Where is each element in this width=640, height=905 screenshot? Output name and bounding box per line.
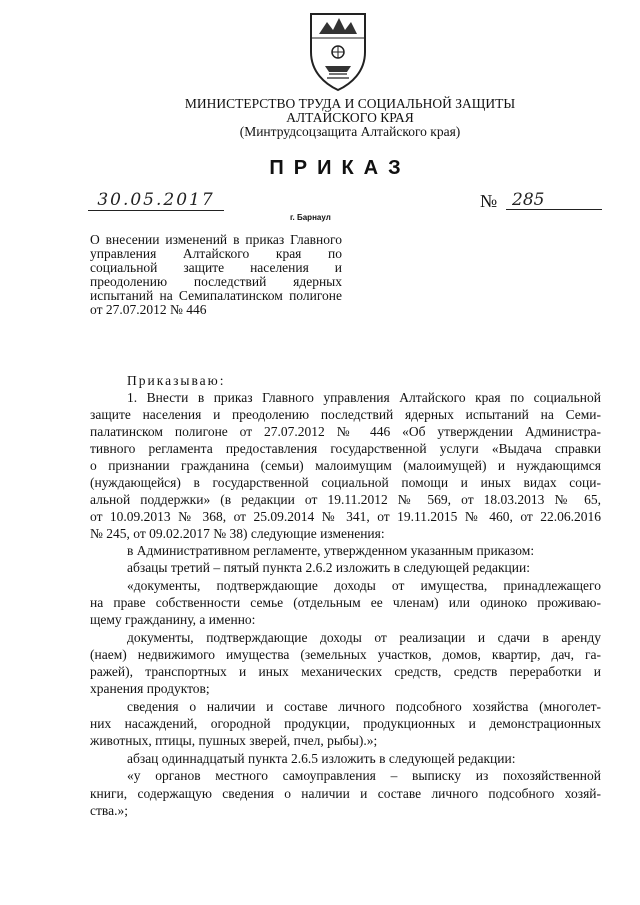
body-line: абзац одиннадцатый пункта 2.6.5 изложить в следующей редакции: [127, 751, 516, 766]
body-line: о признании гражданина (семьи) малоимущим (малоимущей) и нуждающимся [90, 458, 601, 473]
body-line: № 245, от 09.02.2017 № 38) следующие изменения: [90, 526, 385, 541]
body-line: ражей), транспортных и иных механических средств, средств переработки и [90, 664, 601, 679]
body-line: 1. Внести в приказ Главного управления Алтайского края по социальной [127, 390, 601, 405]
body-line: (наем) недвижимого имущества (земельных участков, домов, квартир, дач, га- [90, 647, 601, 662]
body-line: альной поддержки» (в редакции от 19.11.2012 № 569, от 18.03.2013 № 65, [90, 492, 601, 507]
body-line: ства.»; [90, 803, 128, 818]
order-number: 285 [506, 190, 602, 210]
body-line: документы, подтверждающие доходы от реализации и сдачи в аренду [127, 630, 601, 645]
body-line: щему гражданину, а именно: [90, 612, 256, 627]
body-line: от 10.09.2013 № 368, от 25.09.2014 № 341, от 19.11.2015 № 460, от 22.06.2016 [90, 509, 601, 524]
body-line: на праве собственности семье (отдельным ее членам) или одиноко проживаю- [90, 595, 601, 610]
body-line: тивного регламента предоставления государственной услуги «Выдача справки [90, 441, 601, 456]
body-line: защите населения и преодолению последствий ядерных испытаний на Семи- [90, 407, 601, 422]
order-subject: О внесении изменений в приказ Главного управления Алтайского края по социальной защите населения и преодолению последствий ядерных испытаний на Семипалатинском полигоне от 27.07.2012 № 446 [90, 232, 342, 317]
body-line: (нуждающейся) в государственной социальной помощи и иных видах соци- [90, 475, 601, 490]
body-line: абзацы третий – пятый пункта 2.6.2 изложить в следующей редакции: [127, 560, 530, 575]
body-line: книги, содержащую сведения о наличии и составе личного подсобного хозяй- [90, 786, 601, 801]
altai-krai-emblem [305, 8, 371, 92]
body-line: хранения продуктов; [90, 681, 210, 696]
body-line: «у органов местного самоуправления – выписку из похозяйственной [127, 768, 601, 783]
body-line: них насаждений, огородной продукции, продукционных и демонстрационных [90, 716, 601, 731]
ministry-short-name: (Минтрудсоцзащита Алтайского края) [239, 124, 461, 139]
body-line: палатинском полигоне от 27.07.2012 № 446 «Об утверждении Администра- [90, 424, 601, 439]
body-line: сведения о наличии и составе личного подсобного хозяйства (многолет- [127, 699, 601, 714]
city: г. Барнаул [290, 213, 331, 222]
order-number-label: № [480, 191, 498, 211]
order-date: 30.05.2017 [88, 190, 224, 211]
ministry-name-line1: МИНИСТЕРСТВО ТРУДА И СОЦИАЛЬНОЙ ЗАЩИТЫ [184, 96, 516, 111]
document-type-title: ПРИКАЗ [269, 157, 411, 179]
body-line: в Административном регламенте, утвержденном указанным приказом: [127, 543, 535, 558]
body-line: «документы, подтверждающие доходы от имущества, принадлежащего [127, 578, 601, 593]
ministry-name-line2: АЛТАЙСКОГО КРАЯ [286, 110, 414, 125]
body-line: Приказываю: [127, 373, 226, 388]
body-line: животных, птицы, пушных зверей, пчел, рыбы).»; [90, 733, 378, 748]
